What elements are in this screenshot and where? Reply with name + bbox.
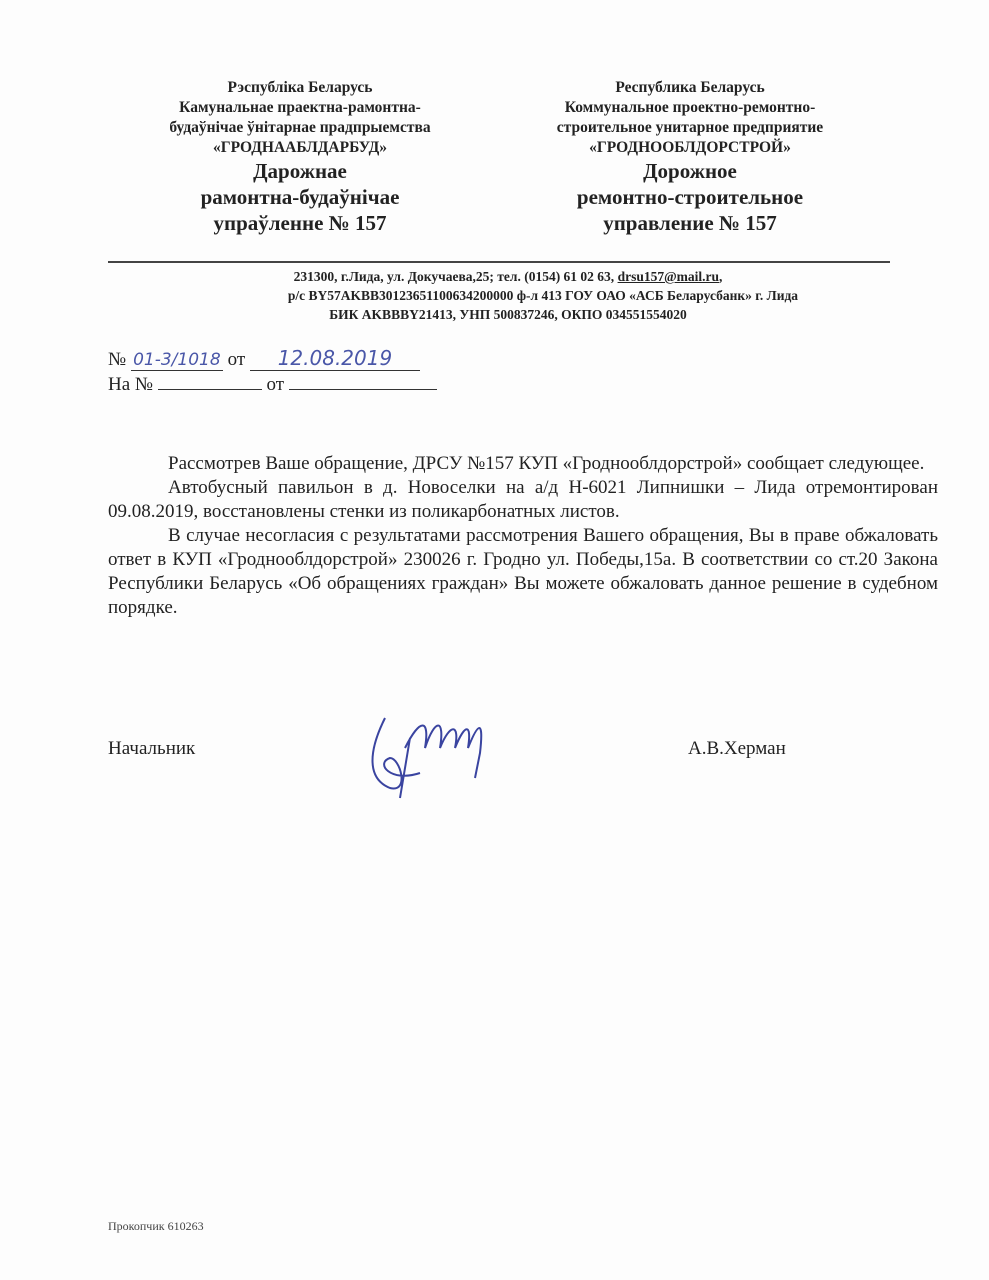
ref-number: 01-3/1018 — [131, 350, 223, 371]
header-line: Камунальнае праектна-рамонтна- — [179, 99, 421, 116]
header-line: рамонтна-будаўнічае — [200, 185, 400, 209]
header-line: «ГРОДНООБЛДОРСТРОЙ» — [589, 139, 791, 156]
registry-codes: БИК AKBBBY21413, УНП 500837246, ОКПО 034551554020 — [329, 307, 687, 322]
header-line: ремонтно-строительное — [576, 185, 804, 209]
punct: , — [719, 269, 723, 284]
from-label: от — [266, 374, 285, 395]
header-divider — [108, 261, 890, 263]
header-line: управление № 157 — [603, 211, 777, 235]
header-line: Коммунальное проектно-ремонтно- — [564, 99, 816, 116]
signer-name: А.В.Херман — [688, 738, 786, 759]
outgoing-ref — [108, 346, 420, 371]
header-russian — [490, 78, 890, 236]
header-belarusian — [105, 78, 495, 236]
reply-ref — [108, 374, 437, 396]
header-line: Рэспубліка Беларусь — [227, 79, 373, 96]
handwritten-signature — [360, 698, 495, 810]
bank-details: р/с BY57AKBB30123651100634200000 ф-л 413 ГОУ ОАО «АСБ Беларусбанк» г. Лида — [287, 288, 799, 303]
reply-label: На № — [108, 374, 154, 395]
executor-footer: Прокопчик 610263 — [108, 1219, 204, 1233]
header-line: Республика Беларусь — [615, 79, 765, 96]
no-label: № — [108, 349, 127, 370]
signer-position: Начальник — [108, 738, 196, 759]
from-label: от — [227, 349, 246, 370]
paragraph: В случае несогласия с результатами рассмотрения Вашего обращения, Вы в праве обжаловать ответ в КУП «Гроднооблдорстрой» 230026 г. Гродно ул. Победы,15а. В соответствии со ст.20 Закона Республики Беларусь «Об обращениях граждан» Вы можете обжаловать данное решение в судебном порядке. — [108, 525, 938, 618]
header-line: будаўнічае ўнітарнае прадпрыемства — [169, 119, 431, 136]
header-line: Дарожнае — [253, 159, 347, 183]
paragraph: Рассмотрев Ваше обращение, ДРСУ №157 КУП «Гроднооблдорстрой» сообщает следующее. — [168, 453, 925, 474]
address: 231300, г.Лида, ул. Докучаева,25; тел. (0154) 61 02 63, — [293, 269, 618, 284]
paragraph: Автобусный павильон в д. Новоселки на а/д Н-6021 Липнишки – Лида отремонтирован 09.08.2019, восстановлены стенки из поликарбонатных листов. — [108, 477, 938, 522]
header-line: упраўленне № 157 — [213, 211, 387, 235]
header-line: строительное унитарное предприятие — [556, 119, 824, 136]
ref-date: 12.08.2019 — [250, 346, 420, 371]
requisites — [108, 267, 908, 324]
email-link[interactable]: drsu157@mail.ru — [617, 269, 720, 284]
header-line: «ГРОДНААБЛДАРБУД» — [212, 139, 388, 156]
header-line: Дорожное — [643, 159, 737, 183]
letter-body — [108, 452, 938, 620]
